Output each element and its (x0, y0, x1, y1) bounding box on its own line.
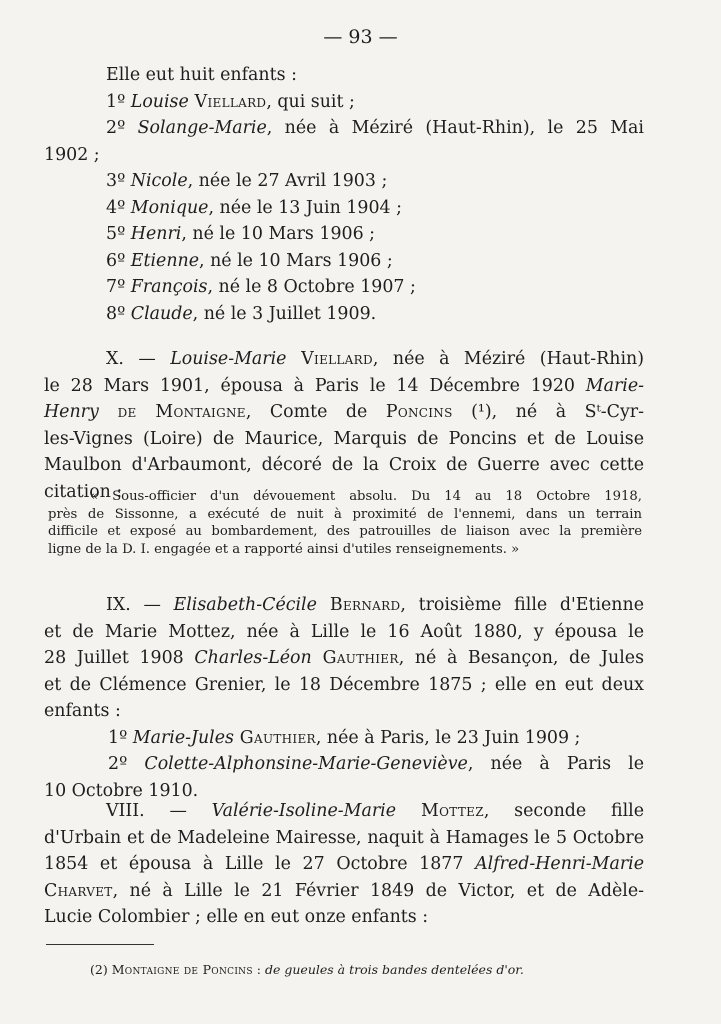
paragraph-line: Charvet, né à Lille le 21 Février 1849 de Victor, et de Adèle- (44, 880, 644, 901)
citation-line: près de Sissonne, a exécuté de nuit à proximité de l'ennemi, dans un terrain (48, 506, 642, 522)
section-x-heading: X. — Louise-Marie Viellard, née à Méziré (Haut-Rhin) (106, 349, 645, 369)
list-item: 3º Nicole, née le 27 Avril 1903 ; (106, 171, 388, 191)
children-list (44, 62, 644, 327)
list-item-continuation: 10 Octobre 1910. (44, 780, 199, 801)
paragraph-line: le 28 Mars 1901, épousa à Paris le 14 Décembre 1920 Marie- (44, 375, 644, 396)
list-item: 1º Louise Viellard, qui suit ; (106, 91, 355, 112)
paragraph-line: 28 Juillet 1908 Charles-Léon Gauthier, né à Besançon, de Jules (44, 648, 645, 668)
list-item: 6º Etienne, né le 10 Mars 1906 ; (106, 250, 393, 271)
list-item: 2º Solange-Marie, née à Méziré (Haut-Rhin), le 25 Mai (106, 118, 644, 138)
paragraph-line: enfants : (44, 701, 121, 721)
list-item: 4º Monique, née le 13 Juin 1904 ; (106, 197, 402, 218)
list-item: 5º Henri, né le 10 Mars 1906 ; (106, 224, 376, 244)
paragraph-line: citation : (44, 481, 123, 502)
section-viii (44, 798, 644, 931)
footnote: (2) Montaigne de Poncins : de gueules à trois bandes dentelées d'or. (90, 962, 524, 977)
citation-line: « Sous-officier d'un dévouement absolu. Du 14 au 18 Octobre 1918, (90, 489, 642, 504)
citation-line: difficile et exposé au bombardement, des patrouilles de liaison avec la première (48, 524, 642, 540)
citation-line: ligne de la D. I. engagée et a rapporté ainsi d'utiles renseignements. » (48, 541, 520, 557)
paragraph-line: 1854 et épousa à Lille le 27 Octobre 1877 Alfred-Henri-Marie (44, 854, 644, 874)
paragraph-line: d'Urbain et de Madeleine Mairesse, naquit à Hamages le 5 Octobre (44, 827, 644, 848)
paragraph-line: Lucie Colombier ; elle en eut onze enfants : (44, 907, 429, 927)
paragraph-line: Maulbon d'Arbaumont, décoré de la Croix de Guerre avec cette (44, 455, 644, 475)
paragraph-line: et de Clémence Grenier, le 18 Décembre 1875 ; elle en eut deux (44, 674, 644, 695)
list-item-continuation: 1902 ; (44, 144, 100, 165)
section-viii-heading: VIII. — Valérie-Isoline-Marie Mottez, seconde fille (106, 801, 644, 821)
paragraph-line: Henry de Montaigne, Comte de Poncins (¹), né à Sᵗ-Cyr- (44, 402, 644, 422)
list-item: 7º François, né le 8 Octobre 1907 ; (106, 277, 416, 297)
citation-block (48, 488, 642, 558)
paragraph-line: et de Marie Mottez, née à Lille le 16 Août 1880, y épousa le (44, 621, 644, 642)
section-ix-heading: IX. — Elisabeth-Cécile Bernard, troisième fille d'Etienne (106, 595, 644, 615)
page-number: — 93 — (323, 26, 398, 48)
list-item: 2º Colette-Alphonsine-Marie-Geneviève, née à Paris le (108, 754, 645, 774)
section-x (44, 346, 644, 505)
children-intro: Elle eut huit enfants : (106, 65, 297, 85)
paragraph-line: les-Vignes (Loire) de Maurice, Marquis de Poncins et de Louise (44, 428, 644, 449)
footnote-divider (46, 944, 154, 945)
list-item: 8º Claude, né le 3 Juillet 1909. (106, 303, 377, 324)
section-ix (44, 592, 644, 804)
list-item: 1º Marie-Jules Gauthier, née à Paris, le 23 Juin 1909 ; (108, 727, 581, 748)
